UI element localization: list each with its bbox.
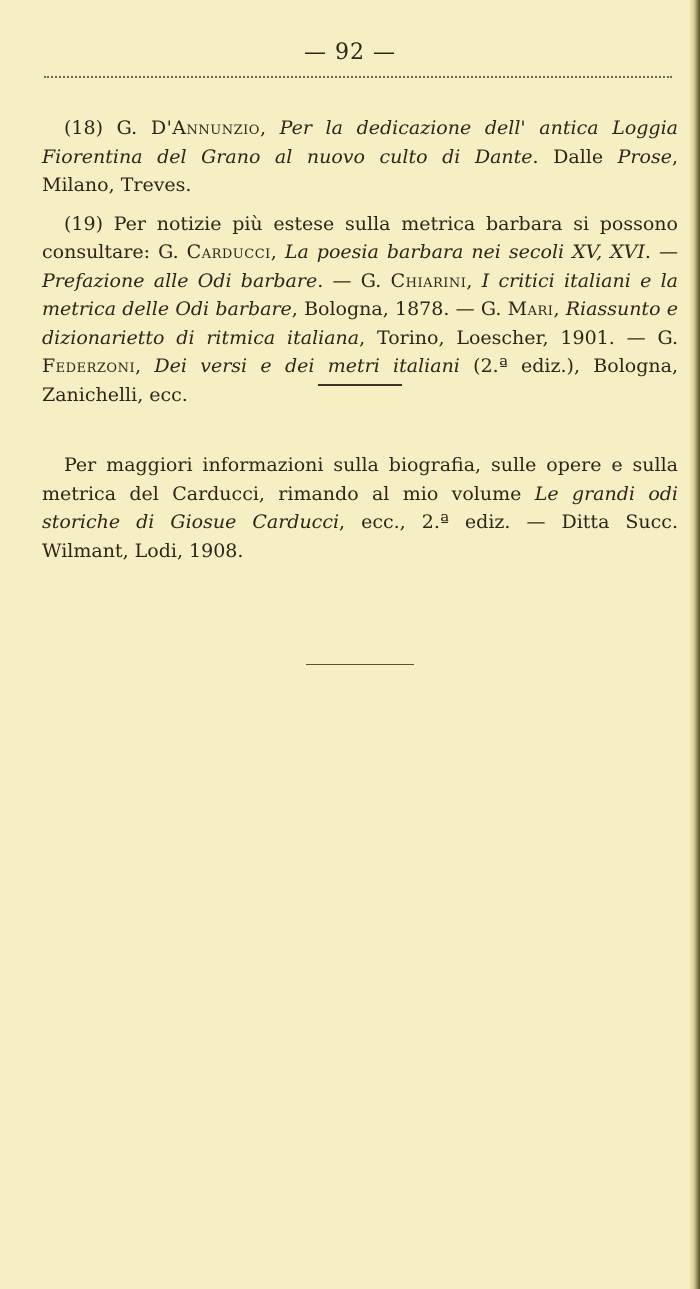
author-name: D'Annunzio [150,117,260,139]
text-run: , ecc., 2.ª ediz. — Ditta Succ. Wilmant, Lodi, 1908. [42,511,678,562]
author-name: Carducci [186,241,271,263]
italic-title: Prefazione alle Odi barbare [42,269,318,292]
text-run: . — [644,241,678,263]
italic-title: Prose [617,145,672,168]
text-run: . — G. [317,269,391,292]
footnotes-block [42,114,678,409]
italic-title: Per la dedicazione dell' antica Loggia Fiorentina del Grano al nuovo culto di Dante [42,117,678,168]
text-run: , [270,241,285,263]
text-run: , [466,269,482,292]
text-run: Per maggiori informazioni sulla biografia, sulle opere e sulla metrica del Carducci, rimando al mio volume [42,454,678,505]
italic-title: Le grandi odi storiche di Giosue Carducci [42,482,679,533]
header-dotted-rule [44,76,672,78]
page-edge-shadow [690,0,700,1289]
text-run: (2.ª ediz.), Bologna, Zanichelli, ecc. [42,355,678,406]
text-run: , [259,117,280,139]
author-name: Mari [507,298,554,320]
italic-title: Dei versi e dei metri italiani [154,355,460,377]
page-number: — 92 — [304,40,396,65]
italic-title: I critici italiani e la metrica delle Odi barbare [42,269,678,320]
text-run: , Milano, Treves. [42,145,678,196]
text-run: (19) Per notizie più estese sulla metrica barbara si possono consultare: G. [42,212,678,263]
note-18 [42,114,678,200]
text-run: , Bologna, 1878. — G. [291,298,508,320]
closing-paragraph [42,451,678,565]
text-run: (18) G. [64,117,151,139]
italic-title: Riassunto e dizionarietto di ritmica italiana [42,298,678,349]
text-run: . Dalle [532,145,618,168]
author-name: Chiarini [390,269,467,292]
text-run: , [553,298,566,320]
note-19 [42,210,678,410]
italic-title: La poesia barbara nei secoli XV, XVI [284,241,645,263]
end-divider [306,664,414,665]
text-run: , Torino, Loescher, 1901. — G. [359,326,679,349]
text-run: , [135,355,155,377]
closing-block [42,451,678,565]
author-name: Federzoni [42,355,136,377]
section-divider [318,384,402,386]
